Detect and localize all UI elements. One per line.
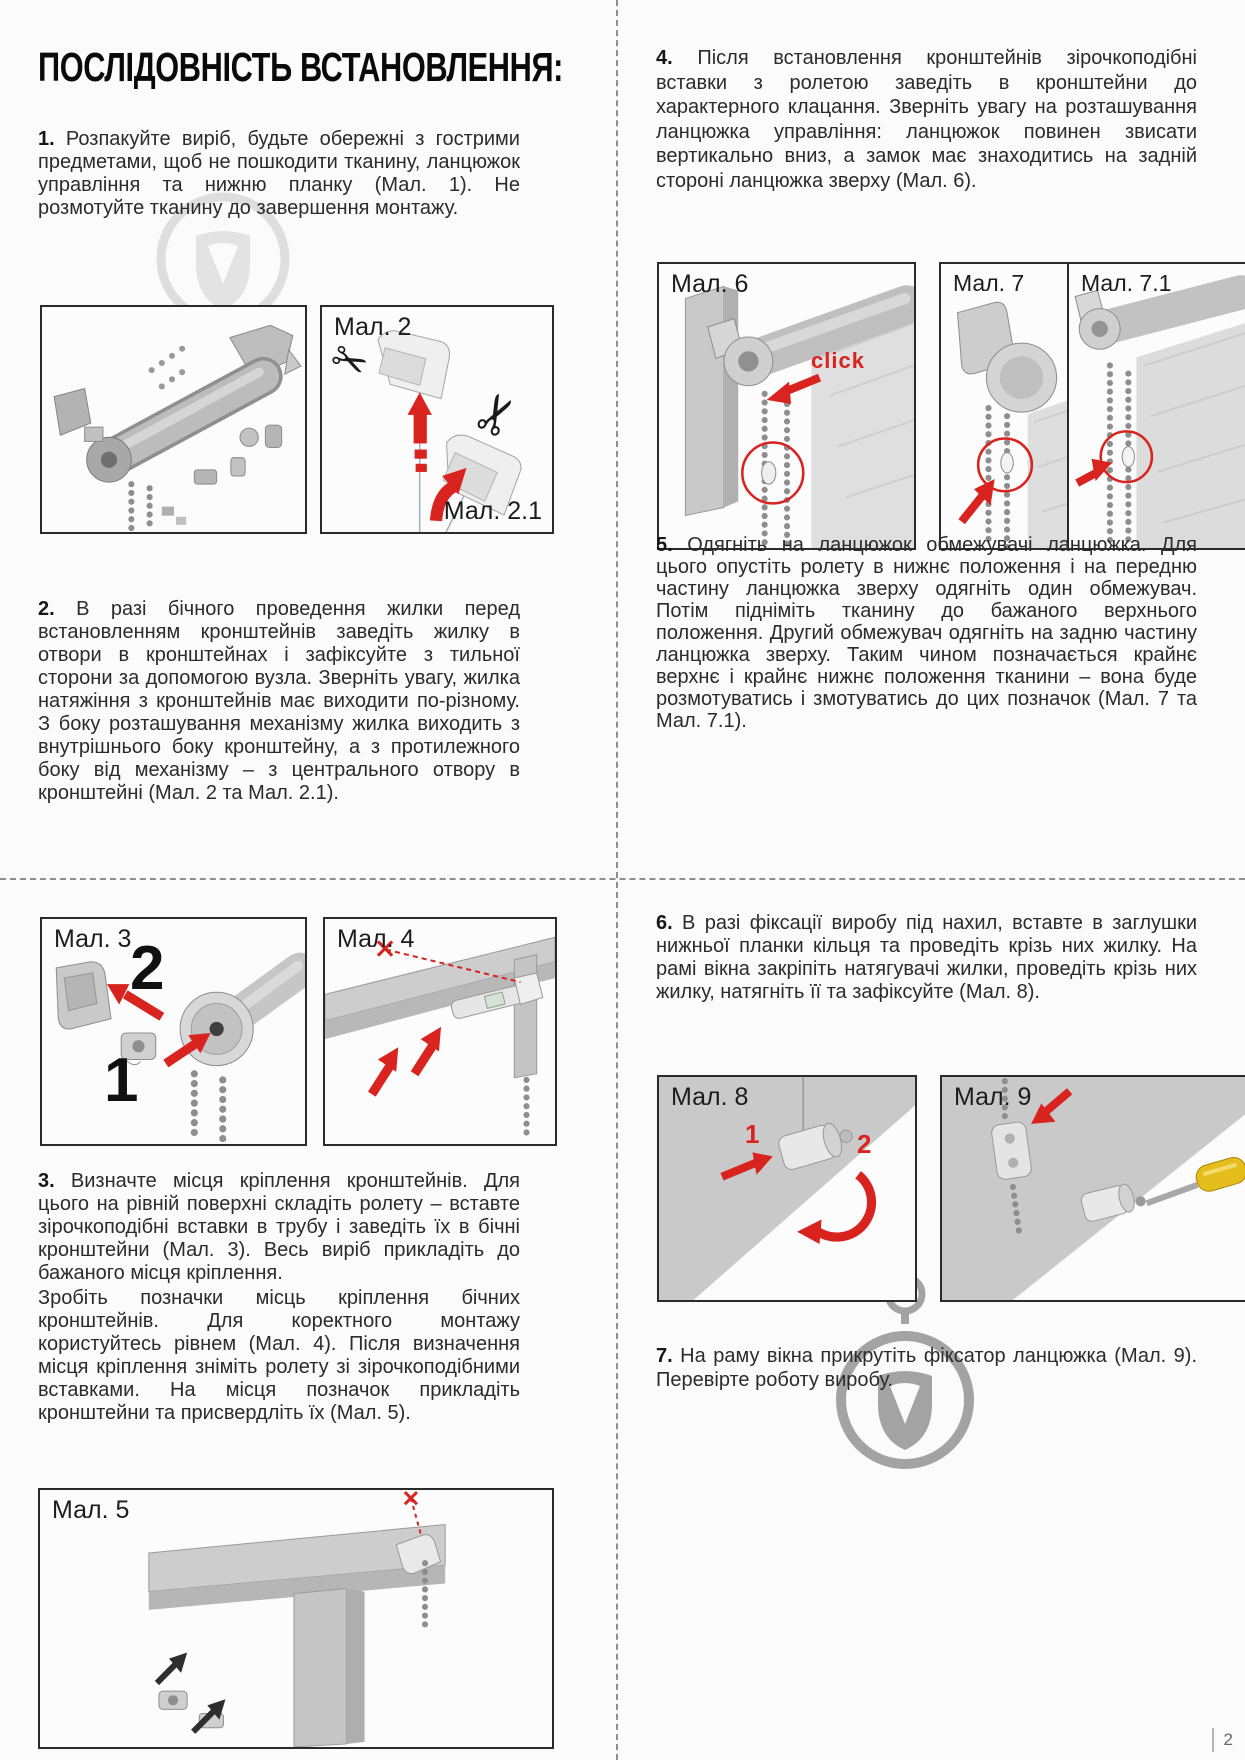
page-number: 2 (1212, 1728, 1233, 1752)
figure-9-box (940, 1075, 1245, 1302)
chain-lock-bead (762, 462, 776, 484)
step-2-number: 2. (38, 598, 55, 620)
page-title: ПОСЛІДОВНІСТЬ ВСТАНОВЛЕННЯ: (38, 44, 564, 90)
red-arrow-icon (962, 493, 985, 521)
step-4-number: 4. (656, 47, 673, 69)
chain-fixator-part (991, 1121, 1033, 1180)
screws-icon (149, 346, 186, 390)
figure-9-label: Мал. 9 (954, 1083, 1032, 1111)
figure-1-box (40, 305, 307, 534)
figure-3-box (40, 917, 307, 1146)
figure-7-1-box (1067, 262, 1245, 550)
figure-7-label: Мал. 7 (953, 270, 1025, 296)
figure-2-label: Мал. 2 (334, 313, 412, 341)
red-arrow-icon (372, 1066, 390, 1095)
step-5-paragraph (656, 534, 1197, 732)
step-2-paragraph (38, 598, 520, 805)
step-6-number: 6. (656, 912, 673, 934)
figure-7-art (941, 264, 1069, 548)
figure-8-label: Мал. 8 (671, 1083, 749, 1111)
figure-5-box (38, 1488, 554, 1749)
figure-8-box (657, 1075, 917, 1302)
step-2-text: В разі бічного проведення жилки перед встановленням кронштейнів заведіть жилку в отвори в кронштейнах і зафіксуйте з тильної сторони за допомогою вузла. Зверніть увагу, жилка натяжіння з кронштейнів має виходити по-різному. З боку розташування механізму жилка виходить з внутрішнього боку кронштейну, а з протилежного боку від механізму – з центрального отвору в кронштейні (Мал. 2 та Мал. 2.1). (38, 598, 520, 804)
figure-8-callout-2: 2 (857, 1129, 872, 1159)
figure-3-callout-2: 2 (130, 934, 165, 1003)
step-3-number: 3. (38, 1170, 55, 1192)
step-3-paragraph (38, 1170, 520, 1425)
vertical-dashed-divider (616, 0, 618, 1760)
step-1-paragraph (38, 128, 520, 220)
step-4-paragraph (656, 46, 1197, 193)
figure-1-art (42, 307, 305, 532)
step-4-text: Після встановлення кронштейнів зірочкоподібні вставки з ролетою заведіть в кронштейни до характерного клацання. Зверніть увагу на розташування ланцюжка управління: ланцюжок повинен звисати вертикально вниз, а замок має знаходитись на задній стороні ланцюжка зверху (Мал. 6). (656, 47, 1197, 192)
figure-2-box (320, 305, 554, 534)
figure-4-box (323, 917, 557, 1146)
scissors-icon: ✂ (322, 332, 376, 392)
step-5-text: Одягніть на ланцюжок обмежувачі ланцюжка. Для цього опустіть ролету в нижнє положення і на передню частину ланцюжка зверху одягніть один обмежувач. Потім підніміть тканину до бажаного верхнього положення. Другий обмежувач одягніть на задню частину ланцюжка зверху. Таким чином позначається крайнє верхнє і крайнє нижнє положення тканини – вона буде розмотуватись і змотуватись до цих позначок (Мал. 7 та Мал. 7.1). (656, 534, 1198, 732)
figure-6-box (657, 262, 916, 550)
step-6-paragraph (656, 912, 1197, 1004)
figure-5-label: Мал. 5 (52, 1496, 130, 1524)
step-7-paragraph (656, 1344, 1197, 1392)
figure-6-art (659, 264, 914, 548)
red-x-mark (405, 1492, 417, 1504)
step-6-text: В разі фіксації виробу під нахил, вставте в заглушки нижньої планки кільця та проведіть крізь них жилку. На рамі вікна закріпіть натягувачі жилки, проведіть крізь них жилку, натягніть її та зафіксуйте (Мал. 8). (656, 912, 1197, 1003)
step-1-number: 1. (38, 128, 55, 150)
step-3-text-2: Зробіть позначки місць кріплення бічних кронштейнів. Для коректного монтажу користуйтесь рівнем (Мал. 4). Після визначення місця кріплення зніміть ролету зі зірочкоподібними вставками. На місця позначок прикладіть кронштейни та присвердліть їх (Мал. 5). (38, 1287, 520, 1424)
figure-7-1-art (1069, 264, 1245, 548)
figure-3-callout-1: 1 (104, 1046, 139, 1115)
horizontal-dashed-divider (0, 878, 1245, 880)
scissors-icon: ✂ (460, 381, 534, 449)
figure-7-box (939, 262, 1071, 550)
step-7-number: 7. (656, 1345, 673, 1367)
figure-7-1-label: Мал. 7.1 (1081, 270, 1172, 296)
chain-stopper-bead (1001, 453, 1013, 473)
chain-stopper-bead (1122, 447, 1134, 467)
figure-4-label: Мал. 4 (337, 925, 415, 953)
click-label: click (811, 348, 865, 373)
figure-2-1-label: Мал. 2.1 (443, 497, 542, 525)
figure-3-label: Мал. 3 (54, 925, 132, 953)
step-1-text: Розпакуйте виріб, будьте обережні з гострими предметами, щоб не пошкодити тканину, ланцюжок управління та нижню планку (Мал. 1). Не розмотуйте тканину до завершення монтажу. (38, 128, 520, 219)
figure-5-art (40, 1490, 552, 1747)
figure-8-callout-1: 1 (745, 1119, 760, 1149)
step-5-number: 5. (656, 534, 673, 556)
red-arrow-icon (415, 1045, 433, 1074)
figure-6-label: Мал. 6 (671, 270, 749, 298)
step-3-text: Визначте місця кріплення кронштейнів. Для цього на рівній поверхні складіть ролету – вставте зірочкоподібні вставки в трубу і заведіть їх в бічні кронштейни (Мал. 3). Весь виріб прикладіть до бажаного місця кріплення. (38, 1170, 521, 1284)
step-7-text: На раму вікна прикрутіть фіксатор ланцюжка (Мал. 9). Перевірте роботу виробу. (656, 1345, 1197, 1391)
